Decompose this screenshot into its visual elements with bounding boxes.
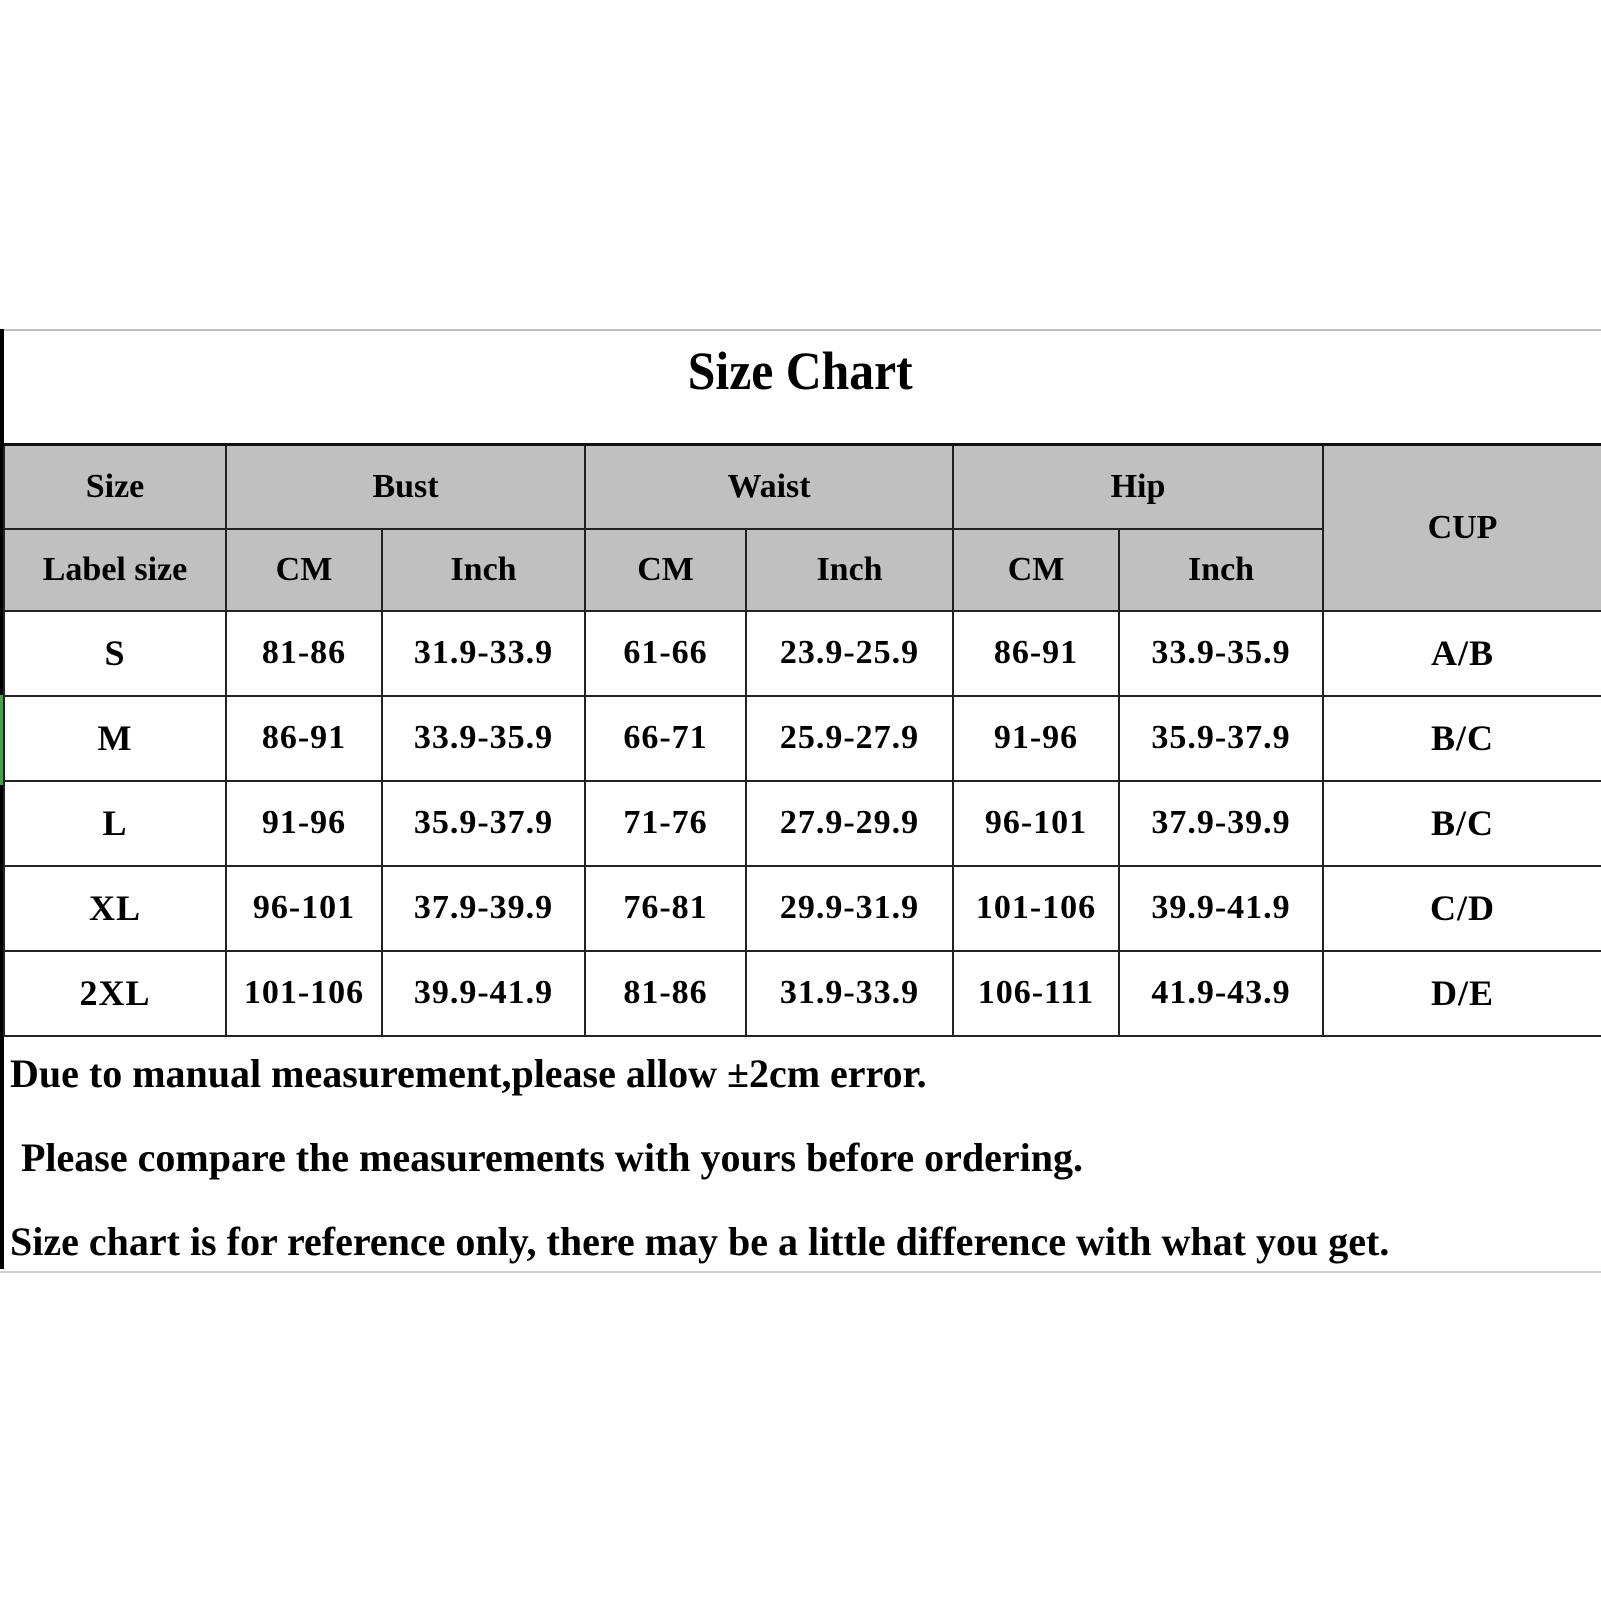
cell-waist-inch: 27.9-29.9 bbox=[746, 781, 953, 866]
cell-bust-inch: 37.9-39.9 bbox=[382, 866, 585, 951]
title-text: Size Chart bbox=[688, 341, 913, 401]
header-label-size: Label size bbox=[4, 529, 226, 611]
header-waist-inch: Inch bbox=[746, 529, 953, 611]
cell-waist-inch: 31.9-33.9 bbox=[746, 951, 953, 1036]
cell-waist-cm: 61-66 bbox=[585, 611, 746, 696]
cell-cup: B/C bbox=[1323, 781, 1601, 866]
header-hip-inch: Inch bbox=[1119, 529, 1323, 611]
cell-waist-inch: 23.9-25.9 bbox=[746, 611, 953, 696]
cell-bust-cm: 101-106 bbox=[226, 951, 382, 1036]
header-hip-cm: CM bbox=[953, 529, 1119, 611]
header-cup: CUP bbox=[1323, 445, 1601, 611]
cell-size: XL bbox=[4, 866, 226, 951]
header-hip: Hip bbox=[953, 445, 1323, 529]
cell-hip-inch: 41.9-43.9 bbox=[1119, 951, 1323, 1036]
cell-hip-inch: 35.9-37.9 bbox=[1119, 696, 1323, 781]
cell-waist-cm: 81-86 bbox=[585, 951, 746, 1036]
cell-bust-cm: 81-86 bbox=[226, 611, 382, 696]
header-bust-inch: Inch bbox=[382, 529, 585, 611]
table-row bbox=[4, 696, 1601, 781]
cell-bust-cm: 86-91 bbox=[226, 696, 382, 781]
cell-hip-inch: 37.9-39.9 bbox=[1119, 781, 1323, 866]
header-row-groups bbox=[4, 445, 1601, 529]
table-row bbox=[4, 951, 1601, 1036]
header-size: Size bbox=[4, 445, 226, 529]
size-table bbox=[3, 443, 1601, 1037]
cell-size: 2XL bbox=[4, 951, 226, 1036]
note-measurement-error: Due to manual measurement,please allow ±2cm error. bbox=[10, 1051, 927, 1096]
cell-hip-cm: 91-96 bbox=[953, 696, 1119, 781]
header-bust-cm: CM bbox=[226, 529, 382, 611]
cell-cup: C/D bbox=[1323, 866, 1601, 951]
cell-hip-inch: 33.9-35.9 bbox=[1119, 611, 1323, 696]
cell-hip-cm: 101-106 bbox=[953, 866, 1119, 951]
table-row bbox=[4, 781, 1601, 866]
table-row bbox=[4, 611, 1601, 696]
cell-waist-cm: 71-76 bbox=[585, 781, 746, 866]
header-waist-cm: CM bbox=[585, 529, 746, 611]
page-title bbox=[0, 340, 1601, 402]
cell-cup: D/E bbox=[1323, 951, 1601, 1036]
cell-waist-inch: 29.9-31.9 bbox=[746, 866, 953, 951]
cell-hip-inch: 39.9-41.9 bbox=[1119, 866, 1323, 951]
cell-bust-inch: 39.9-41.9 bbox=[382, 951, 585, 1036]
cell-hip-cm: 86-91 bbox=[953, 611, 1119, 696]
cell-bust-cm: 96-101 bbox=[226, 866, 382, 951]
cell-bust-inch: 31.9-33.9 bbox=[382, 611, 585, 696]
cell-hip-cm: 96-101 bbox=[953, 781, 1119, 866]
cell-waist-inch: 25.9-27.9 bbox=[746, 696, 953, 781]
cell-size: M bbox=[4, 696, 226, 781]
cell-waist-cm: 66-71 bbox=[585, 696, 746, 781]
note-compare: Please compare the measurements with yours before ordering. bbox=[21, 1135, 1084, 1180]
cell-size: S bbox=[4, 611, 226, 696]
cell-hip-cm: 106-111 bbox=[953, 951, 1119, 1036]
cell-waist-cm: 76-81 bbox=[585, 866, 746, 951]
cell-size: L bbox=[4, 781, 226, 866]
header-bust: Bust bbox=[226, 445, 585, 529]
header-waist: Waist bbox=[585, 445, 953, 529]
cell-bust-inch: 33.9-35.9 bbox=[382, 696, 585, 781]
table-row bbox=[4, 866, 1601, 951]
note-reference-only: Size chart is for reference only, there may be a little difference with what you get. bbox=[10, 1219, 1390, 1264]
cell-bust-inch: 35.9-37.9 bbox=[382, 781, 585, 866]
cell-cup: B/C bbox=[1323, 696, 1601, 781]
cell-bust-cm: 91-96 bbox=[226, 781, 382, 866]
cell-cup: A/B bbox=[1323, 611, 1601, 696]
